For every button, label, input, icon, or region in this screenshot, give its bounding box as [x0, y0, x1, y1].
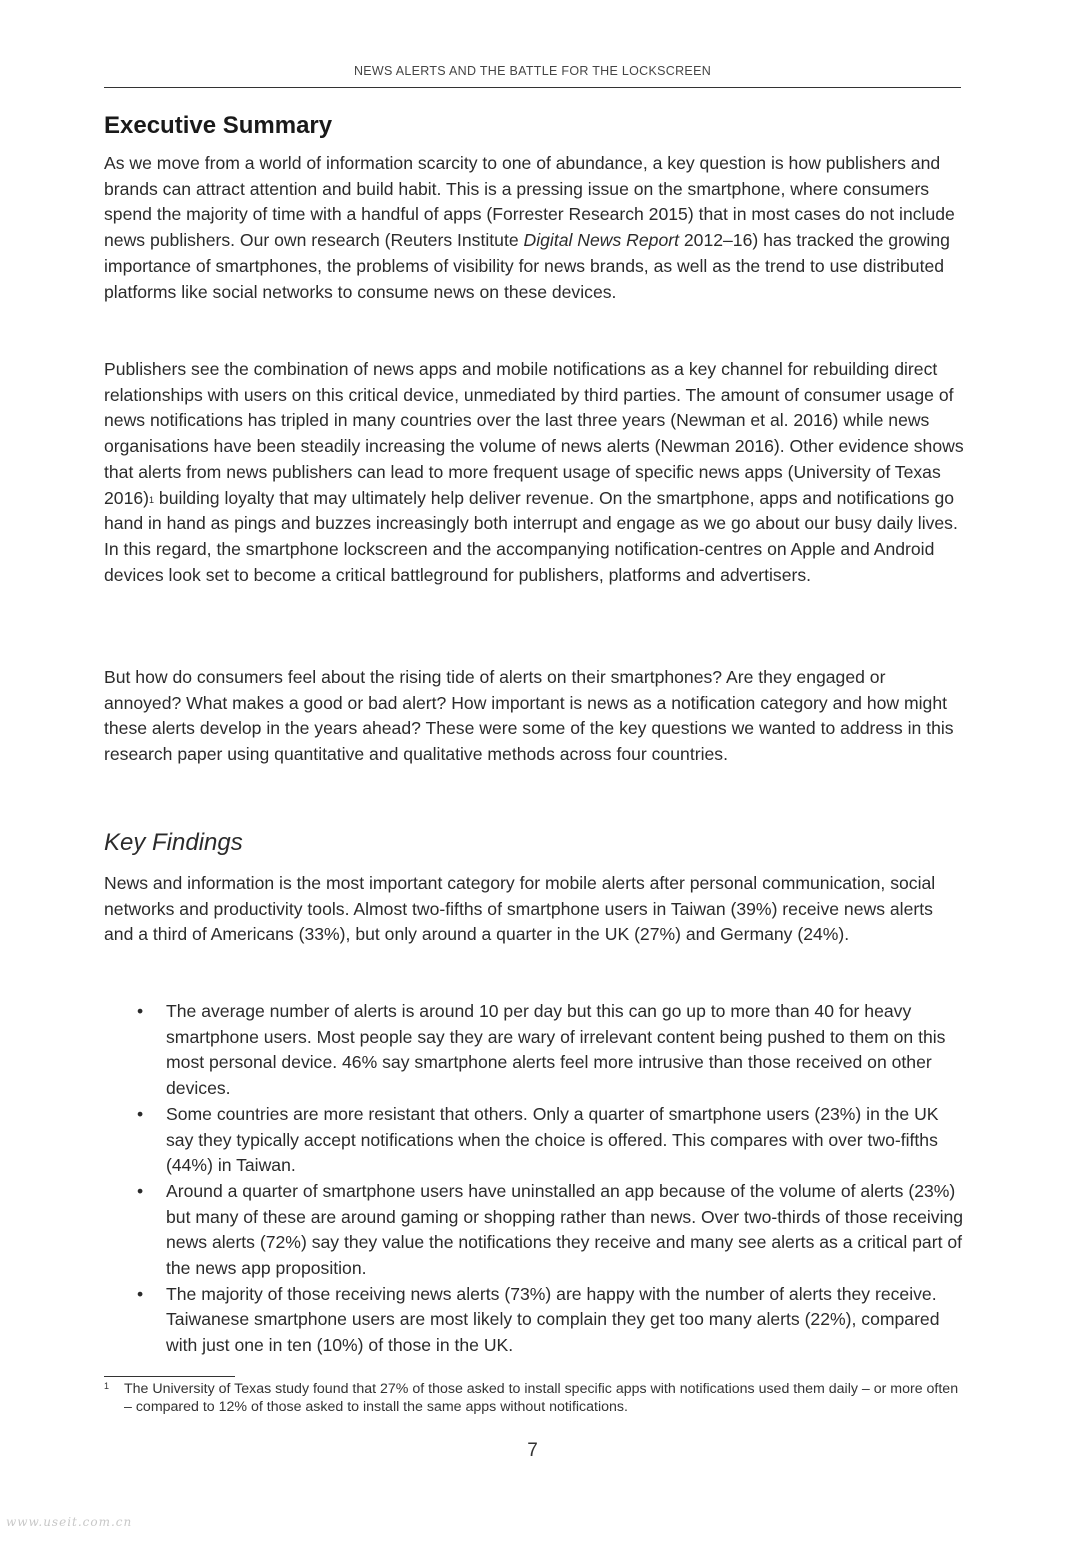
list-item-text: Some countries are more resistant that others. Only a quarter of smartphone users (23%) in the UK say they typically accept notifications when the choice is offered. This compares with over two-fifths (44%) in Taiwan. — [166, 1103, 939, 1176]
list-item — [104, 999, 964, 1102]
paragraph-text: Publishers see the combination of news apps and mobile notifications as a key channel for rebuilding direct relationships with users on this critical device, unmediated by third parties. The amount of consumer usage of news notifications has tripled in many countries over the last three years (Newman et al. 2016) while news organisations have been steadily increasing the volume of news alerts (Newman 2016). Other evidence shows that alerts from news publishers can lead to more frequent usage of specific news apps (University of Texas 2016) — [104, 359, 964, 508]
list-item — [104, 1282, 964, 1359]
bullet-icon: • — [137, 1180, 144, 1201]
page-number: 7 — [527, 1440, 538, 1461]
bullet-icon: • — [137, 1103, 144, 1124]
executive-summary-heading: Executive Summary — [104, 112, 333, 139]
footnote-number: 1 — [104, 1381, 110, 1391]
list-item-text: The average number of alerts is around 10 per day but this can go up to more than 40 for heavy smartphone users. Most people say they are wary of irrelevant content being pushed to them on this most personal device. 46% say smartphone alerts feel more intrusive than those received on other devices. — [166, 1001, 946, 1099]
key-findings-intro: News and information is the most important category for mobile alerts after personal communication, social networks and productivity tools. Almost two-fifths of smartphone users in Taiwan (39%) receive news alerts and a third of Americans (33%), but only around a quarter in the UK (27%) and Germany (24%). — [104, 873, 936, 945]
paragraph-text: building loyalty that may ultimately help deliver revenue. On the smartphone, apps and notifications go hand in hand as pings and buzzes increasingly both interrupt and engage as we go about our busy daily lives. In this regard, the smartphone lockscreen and the accompanying notification-centres on Apple and Android devices look set to become a critical battleground for publishers, platforms and advertisers. — [104, 487, 958, 585]
watermark: www.useit.com.cn — [6, 1515, 133, 1529]
list-item — [104, 1179, 964, 1282]
key-findings-heading: Key Findings — [104, 829, 243, 856]
footnote — [104, 1380, 964, 1416]
summary-paragraph-2 — [104, 357, 964, 588]
list-item-text: Around a quarter of smartphone users have uninstalled an app because of the volume of alerts (23%) but many of these are around gaming or shopping rather than news. Over two-thirds of those receiving news alerts (72%) say they value the notifications they receive and many see alerts as a critical part of the news app proposition. — [166, 1180, 964, 1279]
footnote-rule — [104, 1376, 235, 1377]
paragraph-text: As we move from a world of information scarcity to one of abundance, a key question is how publishers and brands can attract attention and build habit. This is a pressing issue on the smartphone, where consumers spend the majority of time with a handful of apps (Forrester Research 2015) that in most cases do not include news publishers. Our own research (Reuters Institute — [104, 153, 955, 251]
summary-paragraph-1 — [104, 151, 964, 305]
paragraph-text: 2012–16) has tracked the growing importance of smartphones, the problems of visibility for news brands, as well as the trend to use distributed platforms like social networks to consume news on these devices. — [104, 230, 950, 302]
header-rule — [104, 87, 961, 88]
footnote-reference[interactable]: 1 — [149, 494, 155, 505]
bullet-icon: • — [137, 1001, 144, 1021]
summary-paragraph-3: But how do consumers feel about the rising tide of alerts on their smartphones? Are they engaged or annoyed? What makes a good or bad alert? How important is news as a notification category and how might these alerts develop in the years ahead? These were some of the key questions we wanted to address in this research paper using quantitative and qualitative methods across four countries. — [104, 667, 954, 765]
list-item-text: The majority of those receiving news alerts (73%) are happy with the number of alerts they receive. Taiwanese smartphone users are most likely to complain they get too many alerts (22%), compared with just one in ten (10%) of those in the UK. — [166, 1283, 940, 1356]
footnote-text: The University of Texas study found that 27% of those asked to install specific apps with notifications used them daily – or more often – compared to 12% of those asked to install the same apps without notifications. — [124, 1381, 959, 1415]
list-item — [104, 1102, 964, 1179]
running-header: NEWS ALERTS AND THE BATTLE FOR THE LOCKSCREEN — [353, 64, 712, 78]
bullet-icon: • — [137, 1283, 144, 1304]
key-findings-list — [104, 999, 964, 1359]
report-title-italic: Digital News Report — [523, 230, 679, 251]
